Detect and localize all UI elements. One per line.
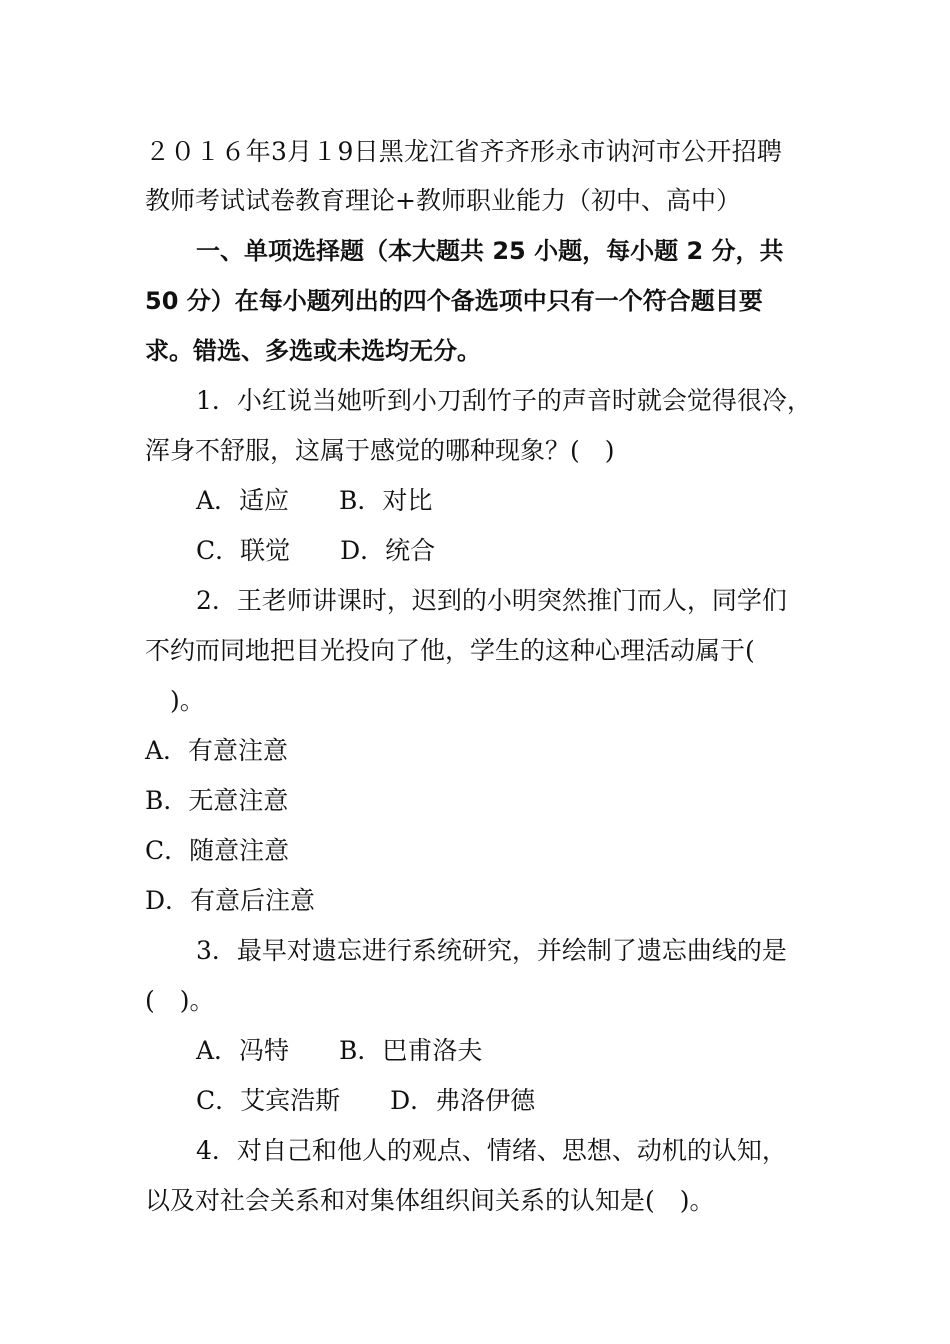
question-3-options-row-1: A．冯特 B．巴甫洛夫 — [196, 1036, 483, 1065]
question-3-options-row-2: C．艾宾浩斯 D．弗洛伊德 — [196, 1086, 536, 1115]
question-2-stem-line-3: )。 — [145, 686, 205, 715]
question-2-stem-line-2: 不约而同地把目光投向了他，学生的这种心理活动属于( — [145, 636, 755, 665]
question-1-stem-line-2: 浑身不舒服，这属于感觉的哪种现象？( ) — [145, 436, 615, 465]
question-2-option-c: C．随意注意 — [145, 836, 290, 865]
question-3-stem-line-2: ( )。 — [145, 986, 215, 1015]
section-heading-line-3: 求。错选、多选或未选均无分。 — [145, 337, 481, 365]
question-4-stem-line-2: 以及对社会关系和对集体组织间关系的认知是( )。 — [145, 1186, 715, 1215]
question-2-option-a: A．有意注意 — [145, 736, 289, 765]
question-1-options-row-1: A．适应 B．对比 — [196, 486, 433, 515]
question-1-options-row-2: C．联觉 D．统合 — [196, 536, 436, 565]
title-line-1: ２０１６年3月１9日黑龙江省齐齐形永市讷河市公开招聘 — [145, 137, 783, 166]
section-heading-line-1: 一、单项选择题（本大题共 25 小题，每小题 2 分，共 — [196, 237, 784, 265]
question-2-option-d: D．有意后注意 — [145, 886, 316, 915]
question-3-stem-line-1: 3．最早对遗忘进行系统研究，并绘制了遗忘曲线的是 — [196, 936, 787, 965]
question-1-stem-line-1: 1．小红说当她听到小刀刮竹子的声音时就会觉得很冷， — [196, 386, 812, 415]
section-heading-line-2: 50 分）在每小题列出的四个备选项中只有一个符合题目要 — [145, 287, 763, 315]
question-2-option-b: B．无意注意 — [145, 786, 289, 815]
question-2-stem-line-1: 2．王老师讲课时，迟到的小明突然推门而人，同学们 — [196, 586, 787, 615]
question-4-stem-line-1: 4．对自己和他人的观点、情绪、思想、动机的认知， — [196, 1136, 787, 1165]
title-line-2: 教师考试试卷教育理论+教师职业能力（初中、高中） — [145, 186, 741, 215]
